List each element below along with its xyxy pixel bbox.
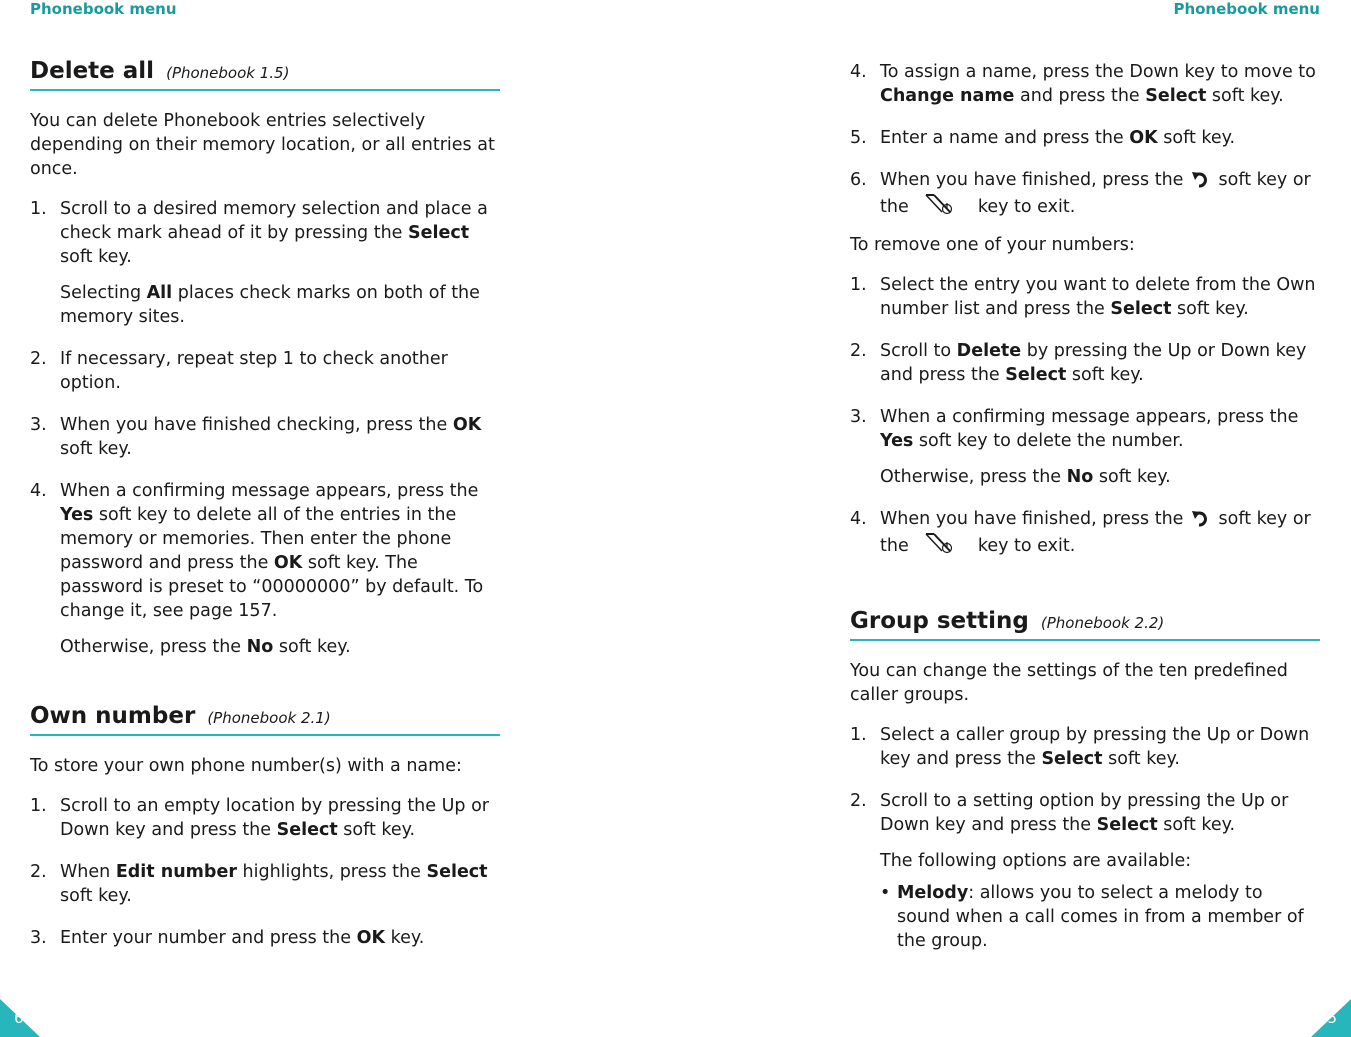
step-number: 2. xyxy=(30,349,47,369)
section-ref: (Phonebook 2.1) xyxy=(207,709,331,727)
intro-text: You can change the settings of the ten predefined caller groups. xyxy=(850,661,1288,705)
intro-text: To store your own phone number(s) with a name: xyxy=(30,756,462,776)
step-number: 5. xyxy=(850,128,867,148)
section-ref: (Phonebook 1.5) xyxy=(166,64,290,82)
step-number: 1. xyxy=(30,199,47,219)
step-item: 2. If necessary, repeat step 1 to check another option. xyxy=(30,349,448,393)
step-number: 1. xyxy=(30,796,47,816)
step-number: 1. xyxy=(850,275,867,295)
remove-intro: To remove one of your numbers: xyxy=(850,235,1135,255)
step-note: Selecting All places check marks on both of the memory sites. xyxy=(60,283,480,327)
step-note: Otherwise, press the No soft key. xyxy=(880,467,1171,487)
section-title-own-number xyxy=(30,703,500,736)
group-setting-steps xyxy=(850,723,1320,953)
step-item: 3. Enter your number and press the OK key. xyxy=(30,928,425,948)
option-bullet: • Melody: allows you to select a melody to sound when a call comes in from a member of the group. xyxy=(880,883,1304,951)
step-item: 1. Select the entry you want to delete from the Own number list and press the Select soft key. xyxy=(850,275,1316,319)
step-item: 3. When you have finished checking, press the OK soft key. xyxy=(30,415,482,459)
left-page xyxy=(0,0,675,1037)
step-note: The following options are available: xyxy=(880,851,1192,871)
step-number: 4. xyxy=(850,62,867,82)
step-number: 6. xyxy=(850,170,867,190)
step-item: 1. Select a caller group by pressing the Up or Down key and press the Select soft key. xyxy=(850,725,1310,769)
page-number-right xyxy=(1303,991,1351,1037)
step-number: 2. xyxy=(850,341,867,361)
running-header-left: Phonebook menu xyxy=(30,0,177,18)
step-item: 4. When you have finished, press the soft key or the key to exit. xyxy=(850,509,1311,556)
step-number: 2. xyxy=(30,862,47,882)
step-number: 4. xyxy=(30,481,47,501)
section-ref: (Phonebook 2.2) xyxy=(1040,614,1165,632)
step-number: 1. xyxy=(850,725,867,745)
step-item: 2. Scroll to a setting option by pressing the Up or Down key and press the Select soft key. The following options are available: • Melody: allows you to select a melody to sound when a call comes in from a member of the group. xyxy=(850,789,1320,953)
own-number-steps-cont xyxy=(850,60,1320,219)
page-number: 65 xyxy=(1317,1009,1337,1027)
step-number: 3. xyxy=(850,407,867,427)
right-page xyxy=(676,0,1351,1037)
back-arrow-icon xyxy=(1191,169,1211,189)
section-heading: Group setting xyxy=(850,608,1029,634)
section-title-group-setting xyxy=(850,608,1320,641)
delete-all-steps xyxy=(30,197,500,659)
back-arrow-icon xyxy=(1191,508,1211,528)
step-item: 1. Scroll to a desired memory selection and place a check mark ahead of it by pressing the Select soft key. Selecting All places check marks on both of the memory sites. xyxy=(30,197,500,329)
step-number: 2. xyxy=(850,791,867,811)
step-item: 2. When Edit number highlights, press the Select soft key. xyxy=(30,862,488,906)
end-power-key-icon xyxy=(916,192,970,216)
step-item: 2. Scroll to Delete by pressing the Up or Down key and press the Select soft key. xyxy=(850,341,1307,385)
running-header-right: Phonebook menu xyxy=(1173,0,1320,18)
step-item: 5. Enter a name and press the OK soft key. xyxy=(850,128,1236,148)
section-heading: Own number xyxy=(30,703,196,729)
section-title-delete-all xyxy=(30,58,500,91)
step-number: 3. xyxy=(30,415,47,435)
own-number-steps xyxy=(30,794,500,950)
page-number-left xyxy=(0,991,48,1037)
step-number: 3. xyxy=(30,928,47,948)
step-item: 1. Scroll to an empty location by pressing the Up or Down key and press the Select soft key. xyxy=(30,796,489,840)
intro-text: You can delete Phonebook entries selectively depending on their memory location, or all entries at once. xyxy=(30,111,495,179)
step-item: 6. When you have finished, press the soft key or the key to exit. xyxy=(850,170,1311,217)
step-item: 4. When a confirming message appears, press the Yes soft key to delete all of the entries in the memory or memories. Then enter the phone password and press the OK soft key. The password is preset to “00000000” by default. To change it, see page 157. Otherwise, press the No soft key. xyxy=(30,479,500,659)
right-content xyxy=(850,60,1320,971)
page-number: 64 xyxy=(14,1009,34,1027)
step-item: 3. When a confirming message appears, press the Yes soft key to delete the number. Otherwise, press the No soft key. xyxy=(850,405,1320,489)
step-note: Otherwise, press the No soft key. xyxy=(60,637,351,657)
step-item: 4. To assign a name, press the Down key to move to Change name and press the Select soft key. xyxy=(850,62,1316,106)
end-power-key-icon xyxy=(916,531,970,555)
remove-steps xyxy=(850,273,1320,558)
step-number: 4. xyxy=(850,509,867,529)
section-heading: Delete all xyxy=(30,58,155,84)
left-content xyxy=(30,58,500,968)
